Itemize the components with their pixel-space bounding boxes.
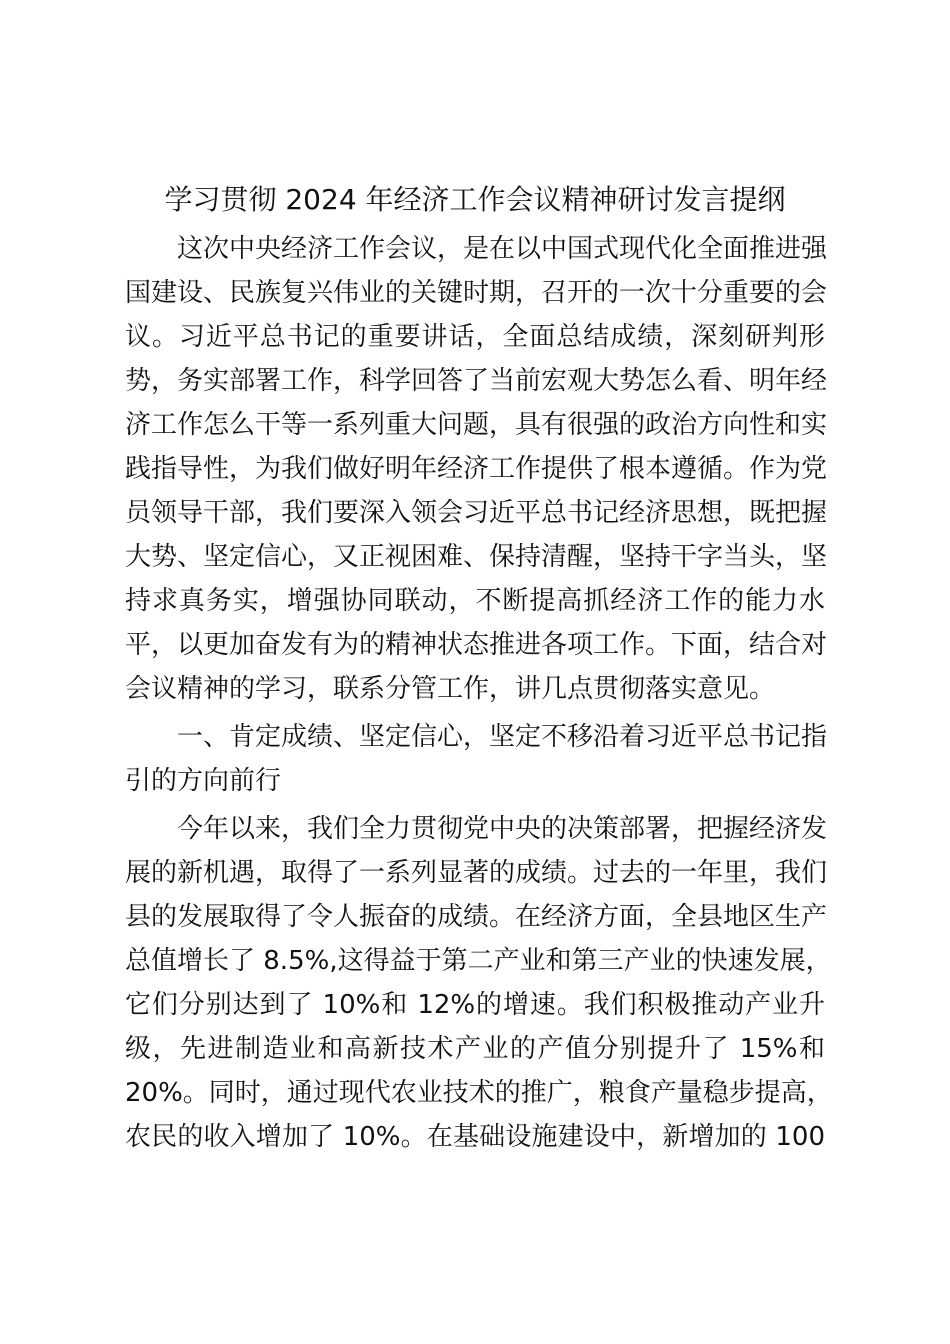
paragraph-line: 级，先进制造业和高新技术产业的产值分别提升了 15%和 bbox=[125, 1034, 825, 1064]
paragraph-line: 大势、坚定信心，又正视困难、保持清醒，坚持干字当头，坚 bbox=[125, 542, 828, 572]
paragraph-line: 持求真务实，增强协同联动，不断提高抓经济工作的能力水 bbox=[125, 586, 825, 616]
document-title: 学习贯彻 2024 年经济工作会议精神研讨发言提纲 bbox=[164, 183, 786, 216]
paragraph-line: 今年以来，我们全力贯彻党中央的决策部署，把握经济发 bbox=[177, 814, 828, 844]
paragraph-line: 它们分别达到了 10%和 12%的增速。我们积极推动产业升 bbox=[125, 990, 825, 1020]
paragraph-line: 总值增长了 8.5%,这得益于第二产业和第三产业的快速发展， bbox=[125, 946, 832, 976]
paragraph-line: 农民的收入增加了 10%。在基础设施建设中，新增加的 100 bbox=[125, 1122, 825, 1152]
paragraph-line: 员领导干部，我们要深入领会习近平总书记经济思想，既把握 bbox=[125, 498, 828, 528]
paragraph-line: 国建设、民族复兴伟业的关键时期，召开的一次十分重要的会 bbox=[125, 278, 828, 308]
paragraph-line: 县的发展取得了令人振奋的成绩。在经济方面，全县地区生产 bbox=[125, 902, 828, 932]
paragraph-line: 平，以更加奋发有为的精神状态推进各项工作。下面，结合对 bbox=[125, 630, 828, 660]
paragraph-line: 展的新机遇，取得了一系列显著的成绩。过去的一年里，我们 bbox=[125, 858, 828, 888]
paragraph-line: 济工作怎么干等一系列重大问题，具有很强的政治方向性和实 bbox=[125, 410, 828, 440]
paragraph-line: 议。习近平总书记的重要讲话，全面总结成绩，深刻研判形 bbox=[125, 322, 825, 352]
paragraph-line: 践指导性，为我们做好明年经济工作提供了根本遵循。作为党 bbox=[125, 454, 828, 484]
section-heading-line: 一、肯定成绩、坚定信心，坚定不移沿着习近平总书记指 bbox=[177, 722, 828, 752]
paragraph-line: 会议精神的学习，联系分管工作，讲几点贯彻落实意见。 bbox=[125, 674, 776, 704]
paragraph-line: 势，务实部署工作，科学回答了当前宏观大势怎么看、明年经 bbox=[125, 366, 828, 396]
paragraph-line: 20%。同时，通过现代农业技术的推广，粮食产量稳步提高， bbox=[125, 1078, 833, 1108]
paragraph-line: 这次中央经济工作会议，是在以中国式现代化全面推进强 bbox=[177, 234, 828, 264]
section-heading-line: 引的方向前行 bbox=[125, 766, 282, 796]
